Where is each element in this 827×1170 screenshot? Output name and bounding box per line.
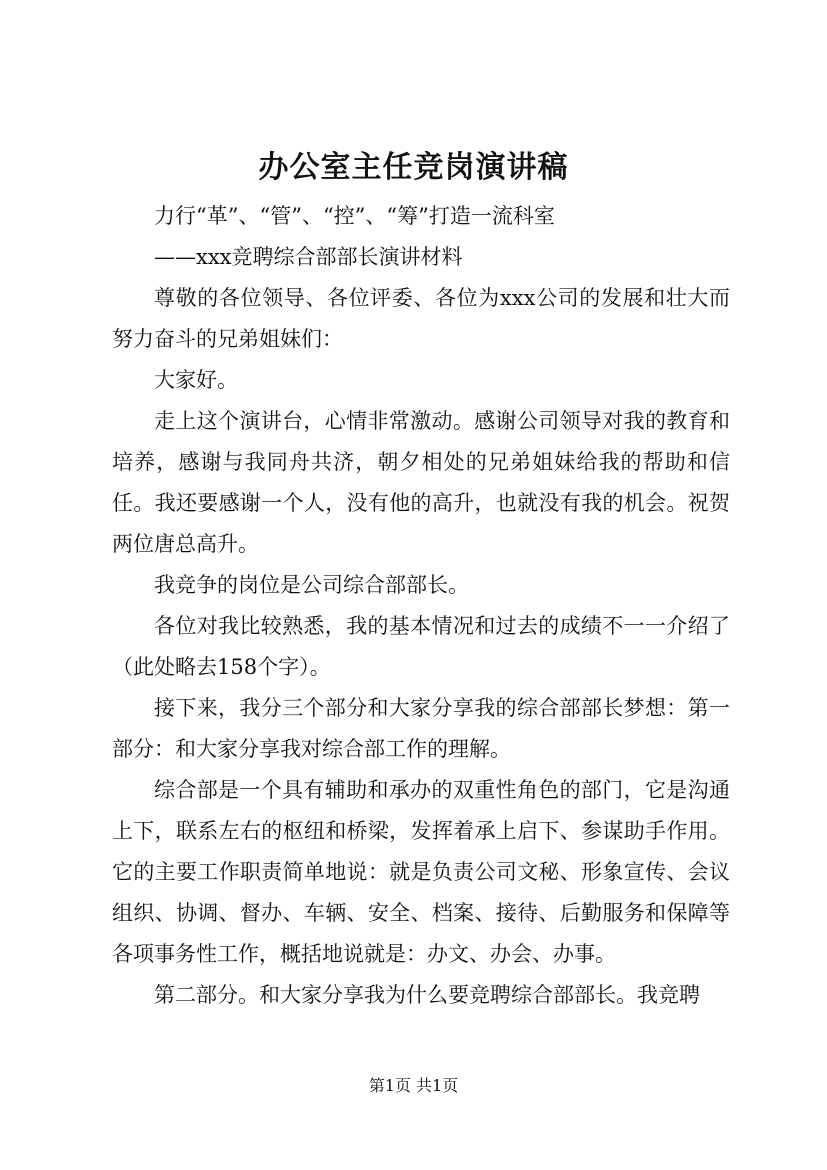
paragraph-position: 我竞争的岗位是公司综合部部长。 xyxy=(154,573,469,597)
paragraph-slogan: 力行“革”、“管”、“控”、“筹”打造一流科室 xyxy=(154,204,555,228)
paragraph-department-role: 综合部是一个具有辅助和承办的双重性角色的部门，它是沟通上下，联系左右的枢纽和桥梁，发挥着承上启下、参谋助手作用。它的主要工作职责简单地说：就是负责公司文秘、形象宣传、会议组织、协调、督办、车辆、安全、档案、接待、后勤服务和保障等各项事务性工作，概括地说就是：办文、办会、办事。 xyxy=(112,778,730,966)
paragraph-background: 各位对我比较熟悉，我的基本情况和过去的成绩不一一介绍了（此处略去158个字）。 xyxy=(112,614,730,679)
paragraph-part-one: 接下来，我分三个部分和大家分享我的综合部部长梦想：第一部分：和大家分享我对综合部工作的理解。 xyxy=(112,696,730,761)
paragraph-subtitle: ——xxx竞聘综合部部长演讲材料 xyxy=(154,245,463,269)
paragraph-thanks: 走上这个演讲台，心情非常激动。感谢公司领导对我的教育和培养，感谢与我同舟共济，朝夕相处的兄弟姐妹给我的帮助和信任。我还要感谢一个人，没有他的高升，也就没有我的机会。祝贺两位唐总高升。 xyxy=(112,409,730,556)
paragraph-part-two: 第二部分。和大家分享我为什么要竞聘综合部部长。我竞聘 xyxy=(154,983,700,1007)
page-footer: 第1页 共1页 xyxy=(368,1076,459,1095)
document-body xyxy=(112,196,730,1016)
document-title: 办公室主任竞岗演讲稿 xyxy=(258,150,569,185)
paragraph-salutation: 尊敬的各位领导、各位评委、各位为xxx公司的发展和壮大而努力奋斗的兄弟姐妹们： xyxy=(112,286,730,351)
paragraph-greeting: 大家好。 xyxy=(154,368,238,392)
